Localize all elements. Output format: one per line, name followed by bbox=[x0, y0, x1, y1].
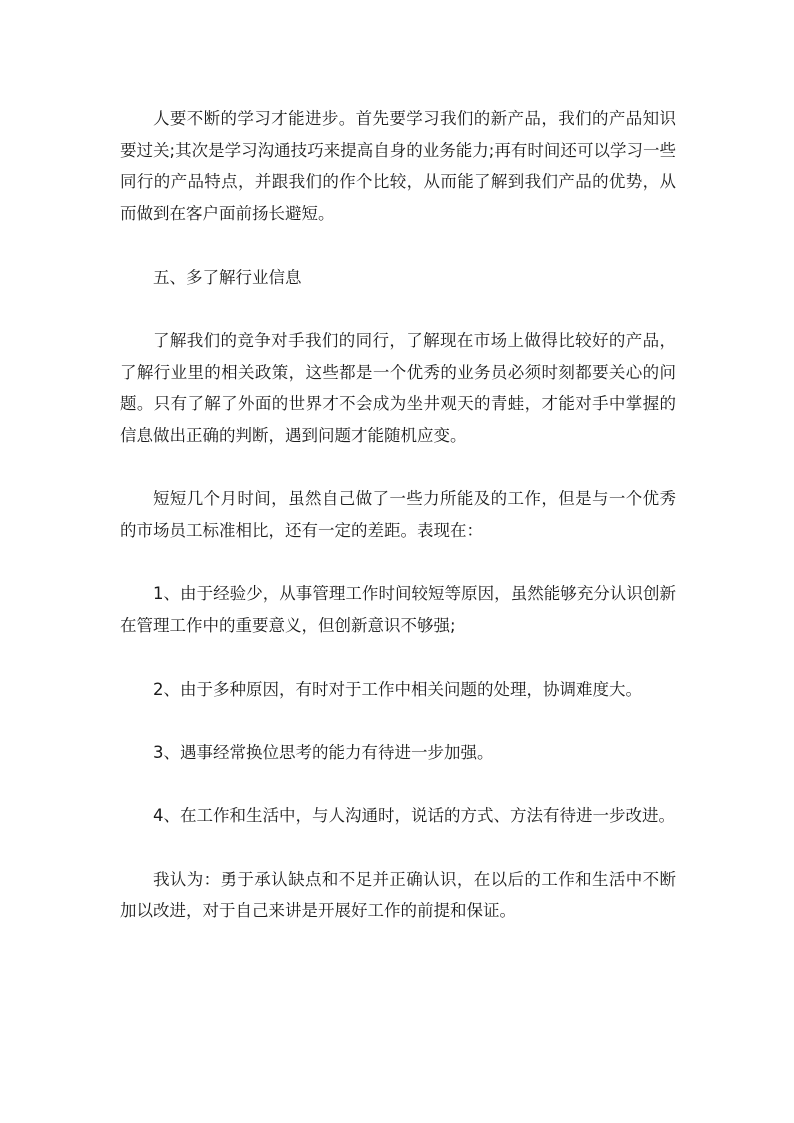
paragraph-learning: 人要不断的学习才能进步。首先要学习我们的新产品，我们的产品知识要过关;其次是学习沟通技巧来提高自身的业务能力;再有时间还可以学习一些同行的产品特点，并跟我们的作个比较，从而能了解到我们产品的优势，从而做到在客户面前扬长避短。 bbox=[120, 109, 676, 224]
paragraph-spacer bbox=[120, 705, 676, 737]
paragraph-spacer bbox=[120, 230, 676, 262]
section-heading-industry-info: 五、多了解行业信息 bbox=[153, 267, 302, 287]
paragraph-spacer bbox=[120, 642, 676, 674]
list-item-3: 3、遇事经常换位思考的能力有待进一步加强。 bbox=[153, 742, 494, 762]
document-body bbox=[120, 103, 676, 927]
list-item-2: 2、由于多种原因，有时对于工作中相关问题的处理，协调难度大。 bbox=[153, 679, 642, 699]
paragraph-conclusion: 我认为：勇于承认缺点和不足并正确认识，在以后的工作和生活中不断加以改进，对于自己来讲是开展好工作的前提和保证。 bbox=[120, 869, 676, 921]
paragraph-spacer bbox=[120, 769, 676, 801]
list-item-4: 4、在工作和生活中，与人沟通时，说话的方式、方法有待进一步改进。 bbox=[153, 806, 675, 826]
paragraph-spacer bbox=[120, 293, 676, 325]
list-item-1: 1、由于经验少，从事管理工作时间较短等原因，虽然能够充分认识创新在管理工作中的重要意义，但创新意识不够强; bbox=[120, 584, 676, 636]
paragraph-spacer bbox=[120, 547, 676, 579]
paragraph-industry-info: 了解我们的竞争对手我们的同行，了解现在市场上做得比较好的产品，了解行业里的相关政策，这些都是一个优秀的业务员必须时刻都要关心的问题。只有了解了外面的世界才不会成为坐井观天的青蛙，才能对手中掌握的信息做出正确的判断，遇到问题才能随机应变。 bbox=[120, 330, 676, 445]
paragraph-spacer bbox=[120, 452, 676, 484]
paragraph-spacer bbox=[120, 832, 676, 864]
paragraph-shortcomings-intro: 短短几个月时间，虽然自己做了一些力所能及的工作，但是与一个优秀的市场员工标准相比，还有一定的差距。表现在： bbox=[120, 489, 676, 541]
